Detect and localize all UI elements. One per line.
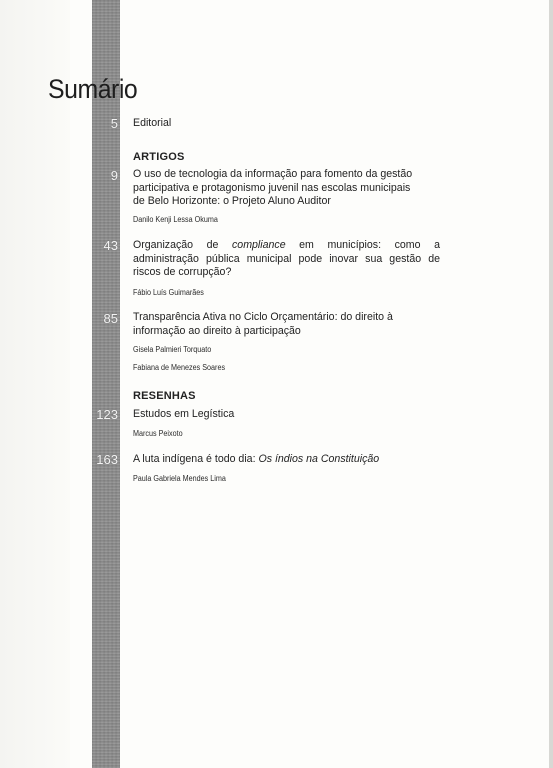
article-3-title-line-1: Transparência Ativa no Ciclo Orçamentário: do direito à xyxy=(133,311,393,323)
section-heading-artigos: ARTIGOS xyxy=(133,151,185,163)
page-edge xyxy=(549,0,553,768)
review-2-title-start: A luta indígena é todo dia: xyxy=(133,453,259,465)
toc-entry-article-1[interactable] xyxy=(133,168,453,209)
toc-entry-editorial[interactable]: Editorial xyxy=(133,117,172,129)
article-2-author: Fábio Luís Guimarães xyxy=(133,288,204,297)
article-1-title-line-1: O uso de tecnologia da informação para fomento da gestão xyxy=(133,168,413,180)
article-3-title-line-2: informação ao direito à participação xyxy=(133,324,301,337)
article-1-title-line-3: de Belo Horizonte: o Projeto Aluno Auditor xyxy=(133,195,331,208)
review-1-author: Marcus Peixoto xyxy=(133,429,183,438)
article-3-author-2: Fabiana de Menezes Soares xyxy=(133,363,226,372)
page-number-editorial: 5 xyxy=(110,116,118,131)
article-2-title-start: Organização de xyxy=(133,239,232,251)
article-3-author-1: Gisela Palmieri Torquato xyxy=(133,345,212,354)
toc-entry-review-2[interactable] xyxy=(133,453,463,467)
article-2-title-italic: compliance xyxy=(232,239,286,251)
page-number-review-1: 123 xyxy=(96,407,118,422)
article-1-title-line-2: participativa e protagonismo juvenil nas escolas municipais xyxy=(133,181,411,194)
page-number-article-2: 43 xyxy=(103,238,118,253)
page-number-article-3: 85 xyxy=(103,311,118,326)
article-2-title-end: em municípios: como a administração pública municipal pode inovar sua gestão de riscos de corrupção? xyxy=(133,239,440,279)
toc-entry-article-3[interactable] xyxy=(133,311,453,338)
review-2-title-italic: Os índios na Constituição xyxy=(258,453,380,465)
page-number-review-2: 163 xyxy=(96,452,118,467)
toc-entry-article-2[interactable] xyxy=(133,239,440,280)
page-title: Sumário xyxy=(48,74,138,104)
page-number-article-1: 9 xyxy=(110,168,118,183)
toc-entry-review-1[interactable]: Estudos em Legística xyxy=(133,408,235,420)
article-1-author: Danilo Kenji Lessa Okuma xyxy=(133,215,218,224)
page-gutter-shadow xyxy=(0,0,70,768)
review-2-author: Paula Gabriela Mendes Lima xyxy=(133,474,226,483)
section-heading-resenhas: RESENHAS xyxy=(133,390,196,402)
